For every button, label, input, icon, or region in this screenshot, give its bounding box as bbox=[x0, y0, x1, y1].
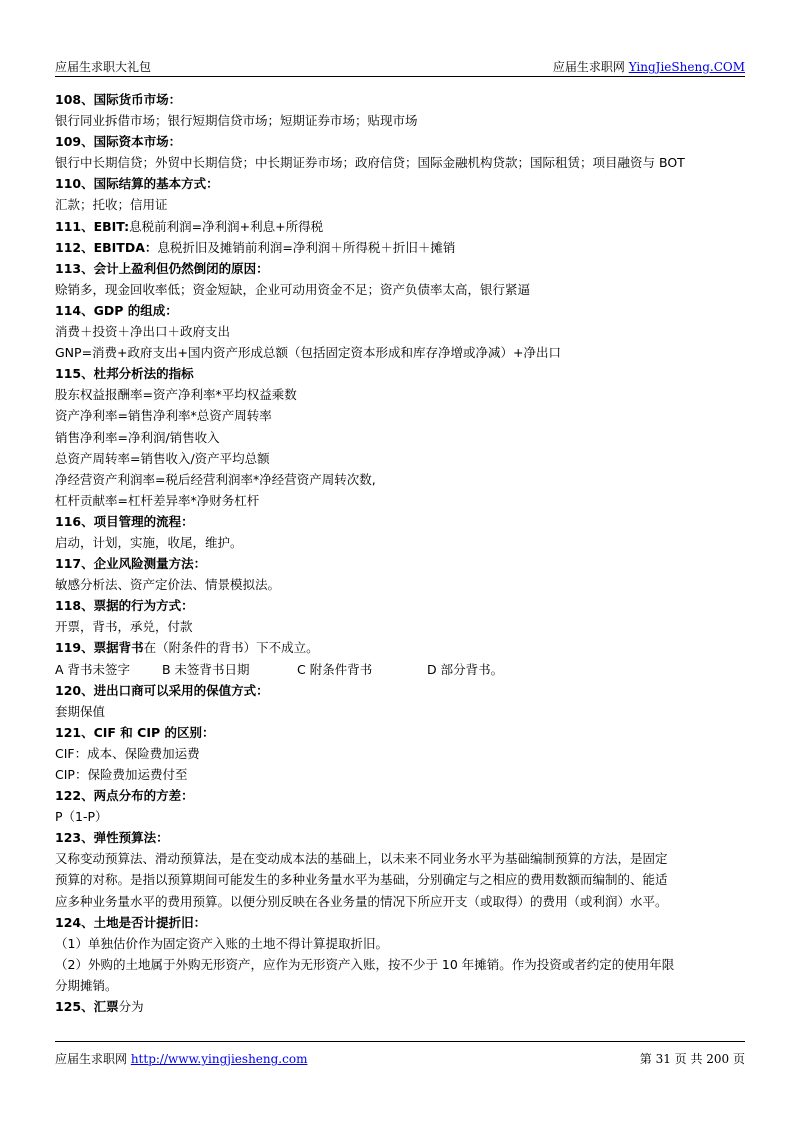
body-line: 销售净利率=净利润/销售收入 bbox=[55, 429, 220, 445]
header-title: 应届生求职大礼包 bbox=[55, 60, 152, 74]
body-line: 又称变动预算法、滑动预算法，是在变动成本法的基础上，以未来不同业务水平为基础编制预算的方法，是固定 bbox=[55, 851, 668, 867]
body-line: 汇款；托收；信用证 bbox=[55, 197, 168, 213]
body-line: GNP=消费+政府支出+国内资产形成总额（包括固定资本形成和库存净增或净减）+净出口 bbox=[55, 345, 561, 361]
body-line: CIF：成本、保险费加运费 bbox=[55, 745, 200, 761]
item-title: 118、票据的行为方式： bbox=[55, 598, 194, 614]
item-title: 110、国际结算的基本方式： bbox=[55, 176, 219, 192]
footer-site bbox=[55, 1050, 307, 1067]
item-heading bbox=[55, 237, 750, 258]
answer-option: A 背书未签字 bbox=[55, 661, 131, 677]
item-title: 115、杜邦分析法的指标 bbox=[55, 366, 194, 382]
body-line: （2）外购的土地属于外购无形资产，应作为无形资产入账，按不少于 10 年摊销。作为投资或者约定的使用年限 bbox=[55, 956, 675, 972]
item-title: 117、企业风险测量方法： bbox=[55, 556, 207, 572]
header-site bbox=[553, 58, 745, 75]
document-body bbox=[55, 89, 750, 1017]
body-line: 股东权益报酬率=资产净利率*平均权益乘数 bbox=[55, 387, 297, 403]
item-heading bbox=[55, 258, 750, 279]
item-heading bbox=[55, 595, 750, 616]
item-title: 112、EBITDA： bbox=[55, 239, 158, 255]
item-title: 114、GDP 的组成： bbox=[55, 302, 178, 318]
item-title-tail: 息税折旧及摊销前利润=净利润＋所得税＋折旧＋摊销 bbox=[157, 239, 456, 255]
item-heading bbox=[55, 912, 750, 933]
item-title-tail: 在（附条件的背书）下不成立。 bbox=[143, 640, 319, 656]
item-heading bbox=[55, 680, 750, 701]
body-line: 赊销多，现金回收率低；资金短缺，企业可动用资金不足；资产负债率太高，银行紧逼 bbox=[55, 281, 531, 297]
item-title: 122、两点分布的方差： bbox=[55, 788, 194, 804]
body-line: 启动，计划，实施，收尾，维护。 bbox=[55, 534, 243, 550]
body-line: 开票，背书，承兑，付款 bbox=[55, 619, 193, 635]
item-title: 125、汇票 bbox=[55, 999, 119, 1015]
item-heading bbox=[55, 300, 750, 321]
body-line: P（1-P） bbox=[55, 809, 108, 825]
item-title-tail: 息税前利润=净利润+利息+所得税 bbox=[129, 218, 324, 234]
answer-option: C 附条件背书 bbox=[297, 661, 373, 677]
header-site-label: 应届生求职网 bbox=[552, 60, 629, 74]
answer-option: B 未签背书日期 bbox=[162, 661, 250, 677]
item-heading bbox=[55, 216, 750, 237]
item-heading bbox=[55, 827, 750, 848]
item-heading bbox=[55, 553, 750, 574]
item-title: 108、国际货币市场： bbox=[55, 92, 182, 107]
body-line: 预算的对称。是指以预算期间可能发生的多种业务量水平为基础，分别确定与之相应的费用数额而编制的、能适 bbox=[55, 872, 668, 888]
item-heading bbox=[55, 996, 750, 1017]
body-line: 敏感分析法、资产定价法、情景模拟法。 bbox=[55, 577, 281, 593]
page-header bbox=[55, 56, 745, 77]
answer-option: D 部分背书。 bbox=[427, 661, 504, 677]
answer-options bbox=[55, 659, 750, 680]
body-line: 分期摊销。 bbox=[55, 977, 118, 993]
item-heading bbox=[55, 89, 750, 110]
item-title: 123、弹性预算法： bbox=[55, 830, 169, 846]
item-title: 124、土地是否计提折旧： bbox=[55, 914, 207, 930]
item-heading bbox=[55, 785, 750, 806]
page-number: 第 31 页 共 200 页 bbox=[639, 1052, 745, 1066]
item-heading bbox=[55, 637, 750, 658]
body-line: （1）单独估价作为固定资产入账的土地不得计算提取折旧。 bbox=[55, 935, 388, 951]
body-line: 消费＋投资＋净出口＋政府支出 bbox=[55, 324, 231, 340]
item-title-tail: 分为 bbox=[118, 999, 144, 1015]
item-title: 116、项目管理的流程： bbox=[55, 513, 194, 529]
item-heading bbox=[55, 722, 750, 743]
footer-site-link[interactable]: http://www.yingjiesheng.com bbox=[130, 1052, 308, 1066]
body-line: 杠杆贡献率=杠杆差异率*净财务杠杆 bbox=[55, 492, 260, 508]
page-footer bbox=[55, 1041, 745, 1066]
footer-site-label: 应届生求职网 bbox=[55, 1052, 131, 1066]
item-title: 120、进出口商可以采用的保值方式： bbox=[55, 682, 269, 698]
item-heading bbox=[55, 131, 750, 152]
body-line: 银行同业拆借市场；银行短期信贷市场；短期证券市场；贴现市场 bbox=[55, 113, 418, 129]
item-heading bbox=[55, 363, 750, 384]
body-line: 总资产周转率=销售收入/资产平均总额 bbox=[55, 450, 270, 466]
header-site-link[interactable]: YingJieSheng.COM bbox=[628, 60, 745, 74]
item-title: 113、会计上盈利但仍然倒闭的原因： bbox=[55, 260, 269, 276]
body-line: 应多种业务量水平的费用预算。以便分别反映在各业务量的情况下所应开支（或取得）的费用（或利润）水平。 bbox=[55, 893, 668, 909]
body-line: 净经营资产利润率=税后经营利润率*净经营资产周转次数, bbox=[55, 471, 376, 487]
item-title: 121、CIF 和 CIP 的区别： bbox=[55, 724, 215, 740]
body-line: CIP：保险费加运费付至 bbox=[55, 767, 188, 782]
body-line: 资产净利率=销售净利率*总资产周转率 bbox=[55, 408, 272, 424]
item-heading bbox=[55, 511, 750, 532]
body-line: 银行中长期信贷；外贸中长期信贷；中长期证券市场；政府信贷；国际金融机构贷款；国际租赁；项目融资与 BOT bbox=[55, 155, 685, 171]
item-title: 119、票据背书 bbox=[55, 640, 144, 656]
body-line: 套期保值 bbox=[55, 703, 106, 719]
item-title: 111、EBIT: bbox=[55, 218, 130, 234]
item-title: 109、国际资本市场： bbox=[55, 134, 182, 150]
item-heading bbox=[55, 173, 750, 194]
